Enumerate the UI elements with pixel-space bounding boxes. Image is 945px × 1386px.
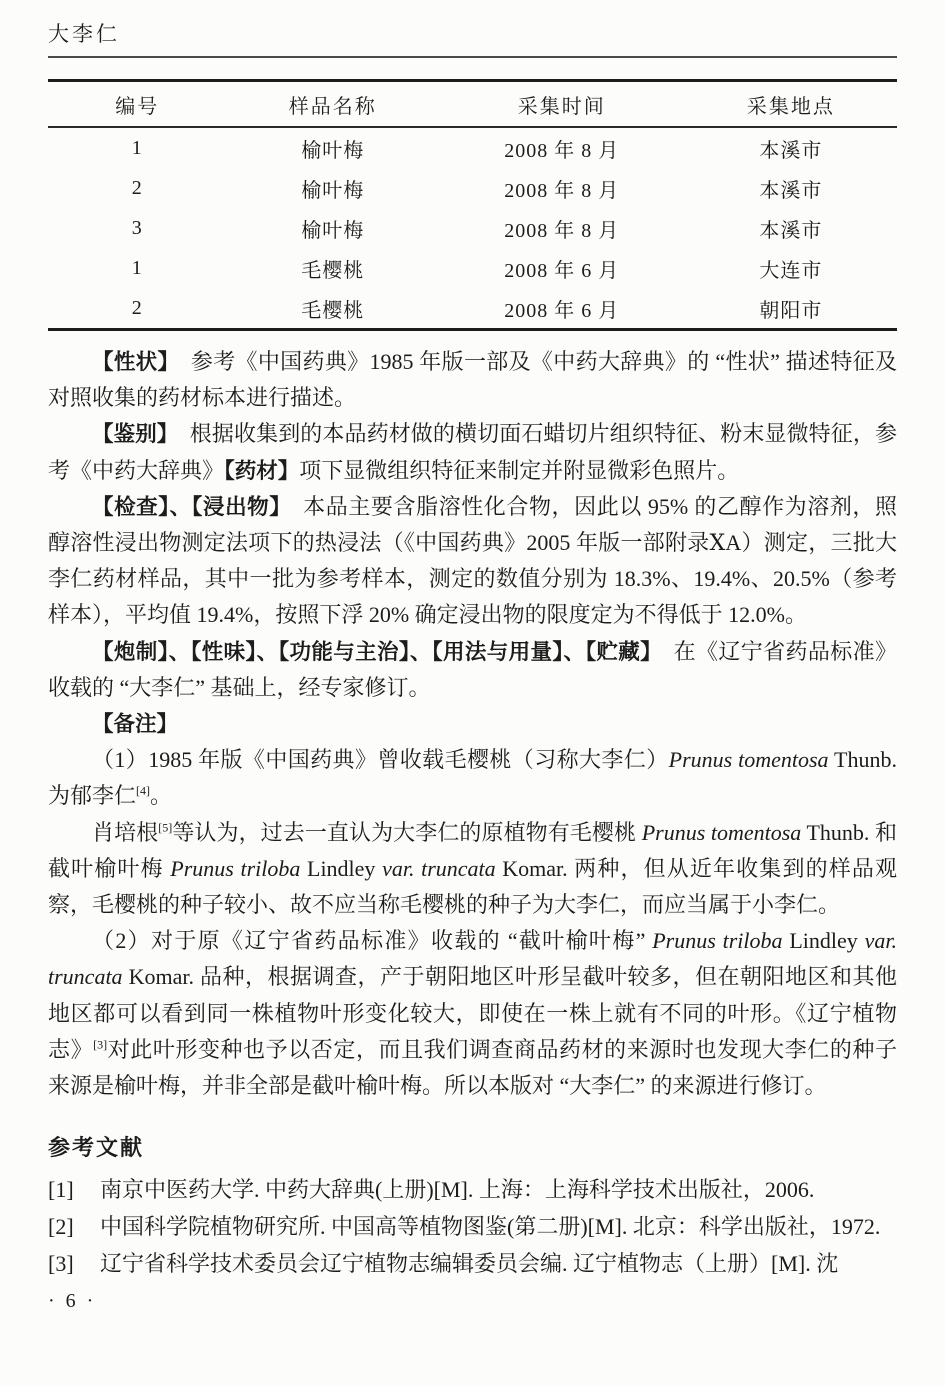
cell-name: 榆叶梅	[301, 219, 365, 242]
cell-number: 1	[131, 136, 143, 159]
cell-time: 2008 年 8 月	[504, 139, 620, 162]
paragraph-remarks-heading	[48, 706, 897, 742]
cell-name: 毛樱桃	[301, 259, 365, 282]
running-header-title: 大李仁	[48, 22, 120, 46]
body-text-segment: Komar. 两种，但从近年收集到的样品观察，毛樱桃的种子较小、故不应当称毛樱桃的种子为大李仁，而应当属于小李仁。	[48, 855, 897, 918]
cell-location: 朝阳市	[759, 299, 823, 322]
page-number: · 6 ·	[48, 1290, 97, 1313]
body-text-segment: （1）1985 年版《中国药典》曾收载毛樱桃（习称大李仁）	[92, 747, 669, 773]
references-section	[48, 1131, 897, 1282]
cell-number: 1	[131, 256, 143, 279]
body-text-segment: Komar. 品种，根据调查，产于朝阳地区叶形呈截叶较多，但在朝阳地区和其他地区都可以看到同一株植物叶形变化较大，即使在一株上就有不同的叶形。《辽宁植物志》	[48, 964, 897, 1062]
cell-name: 榆叶梅	[301, 179, 365, 202]
latin-name: Prunus triloba	[652, 928, 783, 954]
reference-text: 南京中医药大学. 中药大辞典(上册)[M]. 上海：上海科学技术出版社，2006.	[100, 1177, 815, 1203]
reference-marker: [3]	[48, 1251, 74, 1277]
latin-name: var. truncata	[382, 855, 496, 881]
running-header	[48, 18, 897, 58]
body-text-segment: Thunb. 和截叶榆叶梅	[48, 819, 898, 881]
paragraph-remark-1b	[48, 815, 897, 924]
body-text-segment: 本品主要含脂溶性化合物，因此以 95% 的乙醇作为溶剂，照醇溶性浸出物测定法项下的热浸法（《中国药典》2005 年版一部附录ⅩA）测定，三批大李仁药材样品，其中一批为参考样本，测定的数值分别为 18.3%、19.4%、20.5%（参考样本），平均值 19.4%，按照下浮 20% 确定浸出物的限度定为不得低于 12.0%。	[48, 493, 897, 628]
table-row	[48, 168, 897, 208]
cell-time: 2008 年 6 月	[504, 259, 620, 282]
section-label-identification: 【鉴别】	[92, 422, 168, 447]
section-label-processing-storage: 【炮制】、【性味】、【功能与主治】、【用法与用量】、【贮藏】	[92, 639, 652, 664]
cell-time: 2008 年 8 月	[504, 219, 620, 242]
paragraph-processing-storage	[48, 634, 897, 706]
body-text-segment: 等认为，过去一直认为大李仁的原植物有毛樱桃	[172, 819, 642, 845]
body-text-segment: Lindley	[300, 855, 383, 881]
latin-name: Prunus tomentosa	[668, 747, 829, 773]
reference-marker: [1]	[48, 1177, 74, 1203]
reference-text: 中国科学院植物研究所. 中国高等植物图鉴(第二册)[M]. 北京：科学出版社，1972.	[100, 1214, 881, 1240]
paragraph-remark-1	[48, 742, 897, 814]
body-text-segment: 参考《中国药典》1985 年版一部及《中药大辞典》的 “性状” 描述特征及对照收集的药材标本进行描述。	[48, 349, 897, 411]
citation-superscript: [5]	[158, 820, 173, 835]
table-row	[48, 248, 897, 288]
section-label-character: 【性状】	[92, 350, 169, 374]
body-text-segment: 对此叶形变种也予以否定，而且我们调查商品药材的来源时也发现大李仁的种子来源是榆叶梅，并非全部是截叶榆叶梅。所以本版对 “大李仁” 的来源进行修订。	[48, 1036, 897, 1099]
cell-name: 毛樱桃	[301, 299, 365, 322]
samples-table-body	[48, 127, 897, 330]
paragraph-identification	[48, 416, 897, 488]
latin-name: var. truncata	[48, 928, 897, 990]
body-text-segment: 项下显微组织特征来制定并附显微彩色照片。	[299, 457, 740, 483]
cell-name: 榆叶梅	[301, 139, 365, 162]
cell-location: 本溪市	[759, 179, 823, 202]
citation-superscript: [3]	[93, 1037, 108, 1052]
paragraph-remark-2	[48, 923, 897, 1104]
latin-name: Prunus triloba	[170, 855, 301, 881]
body-text-segment: 在《辽宁省药品标准》收载的 “大李仁” 基础上，经专家修订。	[48, 638, 897, 700]
samples-table	[48, 79, 897, 331]
cell-number: 3	[131, 216, 143, 239]
body-text-segment: （2）对于原《辽宁省药品标准》收载的 “截叶榆叶梅”	[92, 928, 653, 954]
references-heading: 参考文献	[48, 1135, 145, 1161]
reference-item	[48, 1171, 897, 1208]
monograph-body	[48, 344, 897, 1104]
paragraph-examination-extract	[48, 489, 897, 634]
paragraph-character	[48, 344, 897, 416]
column-header-location: 采集地点	[685, 81, 897, 128]
table-header-row	[48, 81, 897, 128]
body-text-segment: Thunb. 为郁李仁	[48, 747, 897, 809]
reference-marker: [2]	[48, 1214, 74, 1240]
reference-item	[48, 1208, 897, 1245]
cell-location: 大连市	[759, 259, 823, 282]
table-row	[48, 208, 897, 248]
section-label-remarks: 【备注】	[92, 712, 179, 737]
section-label-examination-extract: 【检查】、【浸出物】	[92, 494, 281, 519]
body-text-segment: 肖培根	[92, 819, 159, 845]
cell-number: 2	[131, 176, 143, 199]
reference-text: 辽宁省科学技术委员会辽宁植物志编辑委员会编. 辽宁植物志（上册）[M]. 沈	[100, 1251, 839, 1277]
cell-time: 2008 年 8 月	[504, 179, 620, 202]
cell-time: 2008 年 6 月	[504, 299, 620, 322]
body-text-segment: Lindley	[782, 928, 865, 954]
samples-table-header	[48, 81, 897, 128]
references-list	[48, 1171, 897, 1282]
reference-item	[48, 1245, 897, 1282]
body-text-segment: 根据收集到的本品药材做的横切面石蜡切片组织特征、粉末显微特征，参考《中药大辞典》	[48, 421, 897, 483]
table-row	[48, 127, 897, 168]
column-header-name: 样品名称	[227, 81, 439, 128]
latin-name: Prunus tomentosa	[641, 819, 802, 845]
citation-superscript: [4]	[136, 784, 151, 799]
table-row	[48, 288, 897, 330]
column-header-time: 采集时间	[439, 81, 685, 128]
cell-location: 本溪市	[759, 139, 823, 162]
column-header-number: 编号	[48, 81, 227, 128]
body-text-segment: 。	[150, 783, 173, 809]
inline-label-material: 【药材】	[224, 458, 300, 483]
cell-number: 2	[131, 296, 143, 319]
cell-location: 本溪市	[759, 219, 823, 242]
